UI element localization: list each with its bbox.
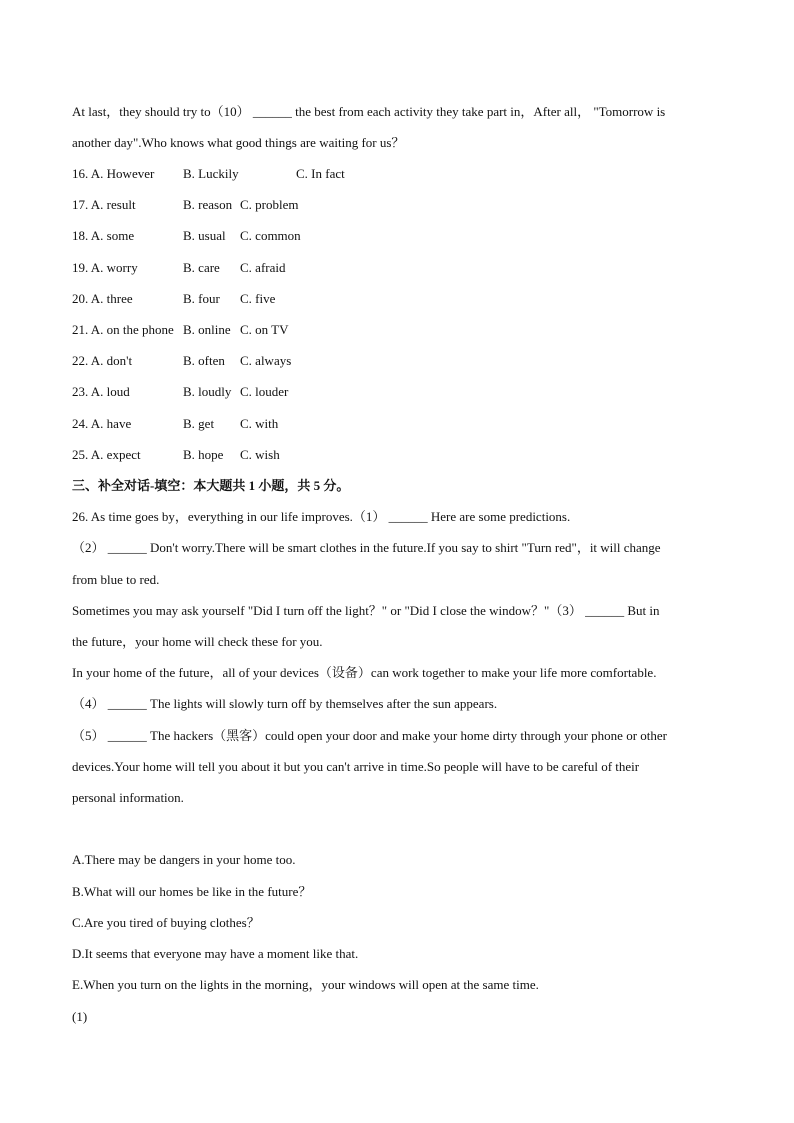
choice-a: A.There may be dangers in your home too. bbox=[72, 852, 296, 867]
choice-c: C.Are you tired of buying clothes？ bbox=[72, 915, 260, 930]
question-18-option-b: B. usual bbox=[183, 228, 226, 243]
question-23-option-a: 23. A. loud bbox=[72, 384, 130, 399]
dialog-line: Sometimes you may ask yourself "Did I turn off the light？" or "Did I close the window？"（3） ______ But in bbox=[72, 603, 660, 618]
dialog-line: personal information. bbox=[72, 790, 184, 805]
dialog-line: devices.Your home will tell you about it but you can't arrive in time.So people will have to be careful of their bbox=[72, 759, 640, 774]
question-23-option-b: B. loudly bbox=[183, 384, 232, 399]
dialog-line: （4） ______ The lights will slowly turn off by themselves after the sun appears. bbox=[72, 696, 498, 711]
question-20-option-a: 20. A. three bbox=[72, 291, 133, 306]
question-17-option-a: 17. A. result bbox=[72, 197, 136, 212]
question-19-option-b: B. care bbox=[183, 260, 220, 275]
dialog-line: the future，your home will check these for you. bbox=[72, 634, 323, 649]
question-22-option-b: B. often bbox=[183, 353, 225, 368]
question-19-option-a: 19. A. worry bbox=[72, 260, 138, 275]
choice-d: D.It seems that everyone may have a moment like that. bbox=[72, 946, 359, 961]
question-21-option-a: 21. A. on the phone bbox=[72, 322, 174, 337]
dialog-line: （5） ______ The hackers（黑客）could open your door and make your home dirty through your phone or other bbox=[72, 728, 667, 743]
question-16-option-b: B. Luckily bbox=[183, 166, 239, 181]
dialog-line: from blue to red. bbox=[72, 572, 160, 587]
question-19-option-c: C. afraid bbox=[240, 260, 286, 275]
question-24-option-c: C. with bbox=[240, 416, 279, 431]
question-24-option-a: 24. A. have bbox=[72, 416, 132, 431]
question-20-option-b: B. four bbox=[183, 291, 220, 306]
choice-b: B.What will our homes be like in the future？ bbox=[72, 884, 312, 899]
question-25-option-b: B. hope bbox=[183, 447, 224, 462]
dialog-line: 26. As time goes by，everything in our life improves.（1） ______ Here are some predictions. bbox=[72, 509, 571, 524]
question-21-option-c: C. on TV bbox=[240, 322, 289, 337]
question-22-option-c: C. always bbox=[240, 353, 292, 368]
passage-end-line-1: At last，they should try to（10） ______ the best from each activity they take part in，After all， "Tomorrow is bbox=[72, 104, 666, 119]
answer-label-1: (1) bbox=[72, 1009, 88, 1024]
question-24-option-b: B. get bbox=[183, 416, 215, 431]
question-16-option-c: C. In fact bbox=[296, 166, 345, 181]
question-18-option-c: C. common bbox=[240, 228, 301, 243]
dialog-line: （2） ______ Don't worry.There will be smart clothes in the future.If you say to shirt "Turn red"，it will change bbox=[72, 540, 661, 555]
passage-end-line-2: another day".Who knows what good things are waiting for us？ bbox=[72, 135, 405, 150]
question-17-option-b: B. reason bbox=[183, 197, 233, 212]
question-23-option-c: C. louder bbox=[240, 384, 289, 399]
dialog-line: In your home of the future，all of your devices（设备）can work together to make your life more comfortable. bbox=[72, 665, 657, 680]
question-17-option-c: C. problem bbox=[240, 197, 299, 212]
question-20-option-c: C. five bbox=[240, 291, 276, 306]
choice-e: E.When you turn on the lights in the morning，your windows will open at the same time. bbox=[72, 977, 539, 992]
section-3-heading: 三、补全对话-填空：本大题共 1 小题，共 5 分。 bbox=[72, 478, 350, 493]
question-25-option-a: 25. A. expect bbox=[72, 447, 141, 462]
question-25-option-c: C. wish bbox=[240, 447, 280, 462]
question-16-option-a: 16. A. However bbox=[72, 166, 155, 181]
question-21-option-b: B. online bbox=[183, 322, 231, 337]
question-22-option-a: 22. A. don't bbox=[72, 353, 133, 368]
question-18-option-a: 18. A. some bbox=[72, 228, 135, 243]
